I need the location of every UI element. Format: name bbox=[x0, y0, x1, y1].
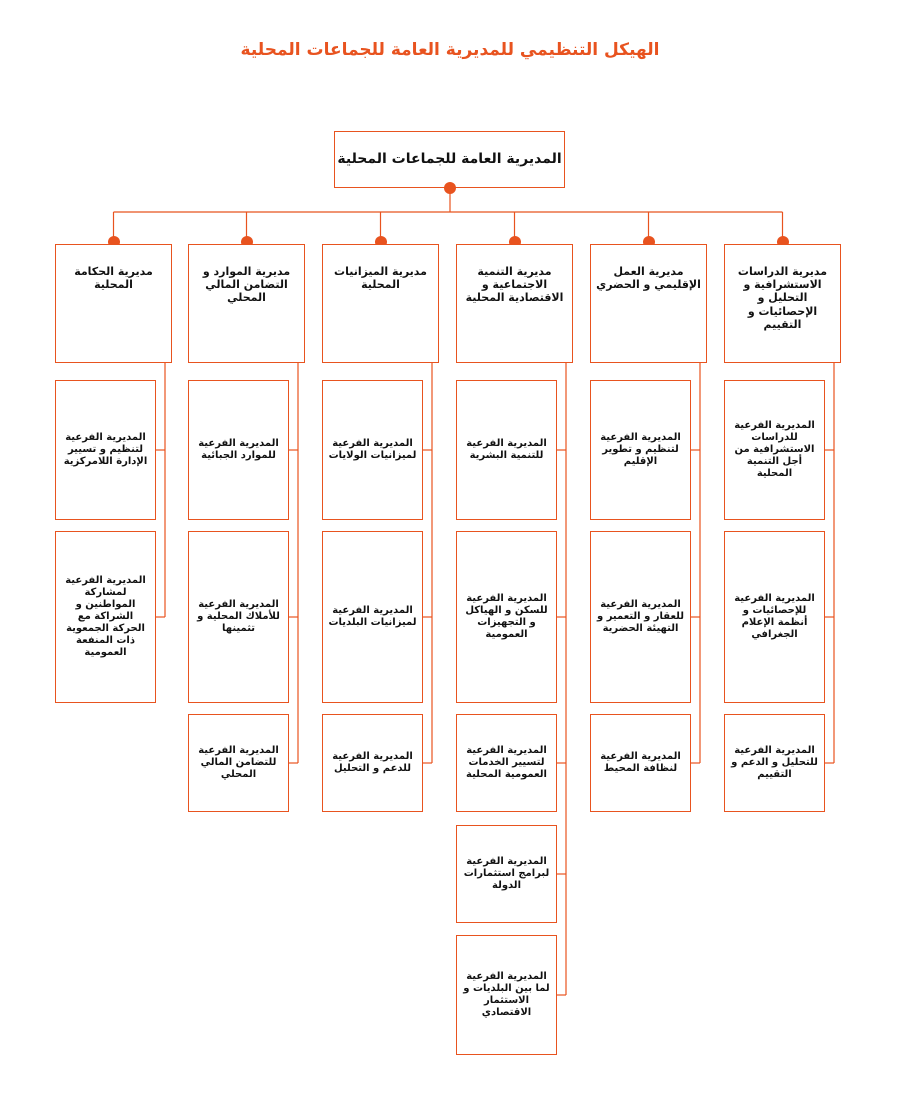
sub-directorate-box bbox=[590, 380, 691, 520]
sub-directorate-label: المديرية الفرعية لبرامج استثمارات الدولة bbox=[463, 856, 550, 891]
sub-directorate-box bbox=[55, 380, 156, 520]
sub-directorate-label: المديرية الفرعية لتنظيم و تسيير الإدارة اللامركزية bbox=[63, 432, 148, 467]
sub-directorate-box bbox=[456, 380, 557, 520]
sub-directorate-box bbox=[590, 531, 691, 703]
root-directorate-box: المديرية العامة للجماعات المحلية bbox=[334, 131, 565, 188]
directorate-box: مديرية الحكامة المحلية bbox=[55, 244, 172, 363]
sub-directorate-label: المديرية الفرعية للتضامن المالي المحلي bbox=[198, 745, 279, 780]
sub-directorate-box bbox=[456, 531, 557, 703]
sub-directorate-label: المديرية الفرعية للإحصائيات و أنظمة الإعلام الجغرافي bbox=[734, 593, 815, 640]
sub-directorate-box bbox=[724, 714, 825, 812]
directorate-box: مديرية الموارد و التضامن المالي المحلي bbox=[188, 244, 305, 363]
sub-directorate-label: المديرية الفرعية للموارد الجبائية bbox=[198, 438, 279, 461]
sub-directorate-label: المديرية الفرعية للدراسات الاستشرافية من أجل التنمية المحلية bbox=[734, 420, 815, 479]
sub-directorate-label: المديرية الفرعية لمشاركة المواطنين و الشراكة مع الحركة الجمعوية ذات المنفعة العمومية bbox=[65, 575, 146, 658]
sub-directorate-label: المديرية الفرعية لنظافة المحيط bbox=[600, 751, 681, 774]
sub-directorate-box bbox=[188, 531, 289, 703]
sub-directorate-box bbox=[456, 714, 557, 812]
sub-directorate-label: المديرية الفرعية للسكن و الهياكل و التجهيزات العمومية bbox=[465, 593, 548, 640]
sub-directorate-label: المديرية الفرعية لتنظيم و تطوير الإقليم bbox=[600, 432, 681, 467]
sub-directorate-box bbox=[188, 714, 289, 812]
sub-directorate-box bbox=[456, 935, 557, 1055]
sub-directorate-box bbox=[55, 531, 156, 703]
sub-directorate-box bbox=[322, 714, 423, 812]
directorate-box: مديرية الميزانيات المحلية bbox=[322, 244, 439, 363]
directorate-box: مديرية العمل الإقليمي و الحضري bbox=[590, 244, 707, 363]
sub-directorate-label: المديرية الفرعية للدعم و التحليل bbox=[332, 751, 413, 774]
sub-directorate-label: المديرية الفرعية لميزانيات الولايات bbox=[328, 438, 417, 461]
directorate-box: مديرية التنمية الاجتماعية و الاقتصادية المحلية bbox=[456, 244, 573, 363]
sub-directorate-box bbox=[724, 531, 825, 703]
sub-directorate-label: المديرية الفرعية للعقار و التعمير و التهيئة الحضرية bbox=[597, 599, 684, 634]
sub-directorate-box bbox=[188, 380, 289, 520]
page-title: الهيكل التنظيمي للمديرية العامة للجماعات المحلية bbox=[240, 40, 660, 60]
sub-directorate-box bbox=[590, 714, 691, 812]
sub-directorate-label: المديرية الفرعية لما بين البلديات و الاستثمار الاقتصادي bbox=[463, 971, 550, 1018]
sub-directorate-box bbox=[322, 531, 423, 703]
sub-directorate-label: المديرية الفرعية للتحليل و الدعم و التقييم bbox=[731, 745, 818, 780]
sub-directorate-label: المديرية الفرعية لتسيير الخدمات العمومية المحلية bbox=[466, 745, 547, 780]
sub-directorate-box bbox=[456, 825, 557, 923]
sub-directorate-label: المديرية الفرعية للأملاك المحلية و تثمينها bbox=[197, 599, 280, 634]
sub-directorate-box bbox=[322, 380, 423, 520]
sub-directorate-label: المديرية الفرعية للتنمية البشرية bbox=[466, 438, 547, 461]
sub-directorate-box bbox=[724, 380, 825, 520]
root-connector-dot bbox=[444, 182, 456, 194]
directorate-box: مديرية الدراسات الاستشرافية و التحليل و الإحصائيات و التقييم bbox=[724, 244, 841, 363]
sub-directorate-label: المديرية الفرعية لميزانيات البلديات bbox=[328, 605, 417, 628]
